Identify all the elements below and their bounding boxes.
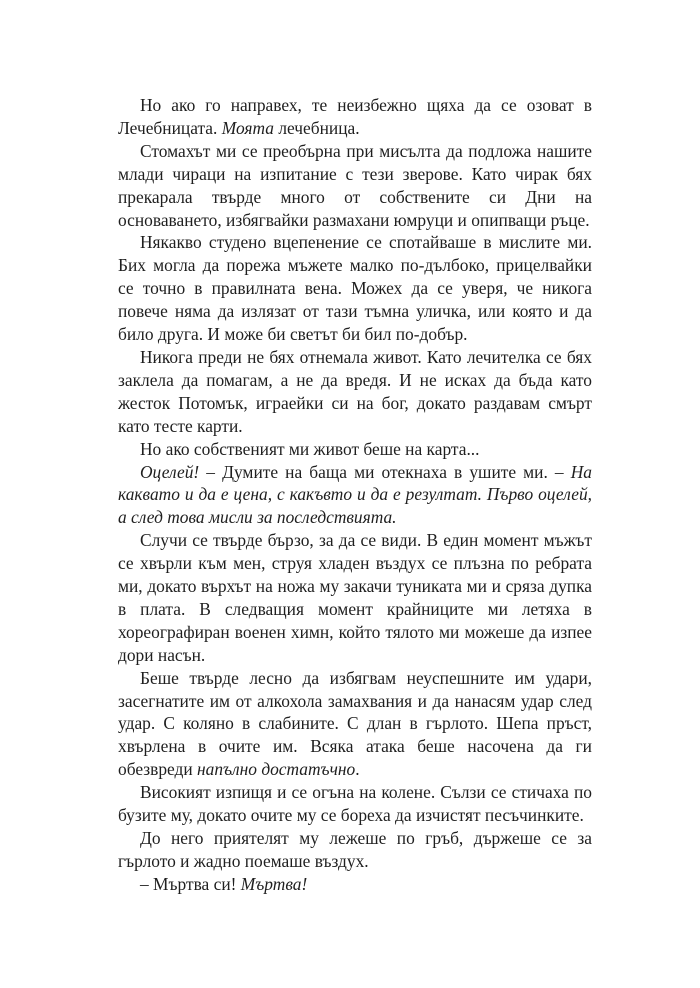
text-run: – Думите на баща ми отекнаха в ушите ми. –	[199, 461, 571, 482]
text-run: Случи се твърде бързо, за да се види. В един момент мъжът се хвърли към мен, струя хладен въздух се плъзна по ребрата ми, докато върхът на ножа му закачи туниката ми и сряза дупка в плата. В следващия момент крайниците ми летяха в хореографиран военен химн, който тялото ми можеше да изпее дори насън.	[118, 530, 592, 665]
paragraph	[118, 346, 592, 438]
text-run: Някакво студено вцепенение се спотайваше в мислите ми. Бих могла да порежа мъжете малко по-дълбоко, прицелвайки се точно в правилната вена. Можех да се уверя, че никога повече няма да излязат от тази тъмна уличка, или която и да било друга. И може би светът би бил по-добър.	[118, 232, 592, 345]
text-run: .	[355, 759, 360, 780]
paragraph	[118, 94, 592, 140]
text-run: Стомахът ми се преобърна при мисълта да подложа нашите млади чираци на изпитание с тези зверове. Като чирак бях прекарала твърде много от собствените си Дни на основаването, избягвайки размахани юмруци и опипващи ръце.	[118, 140, 592, 230]
text-run: Високият изпищя и се огъна на колене. Сълзи се стичаха по бузите му, докато очите му се бореха да изчистят песъчинките.	[118, 782, 592, 826]
paragraph	[118, 529, 592, 666]
paragraph	[118, 438, 592, 461]
text-run: – Мъртва си!	[140, 873, 241, 894]
paragraph	[118, 231, 592, 346]
italic-text: На каквато и да е цена, с какъвто и да е резултат. Първо оцелей, а след това мисли за последствията.	[118, 461, 592, 528]
italic-text: Мъртва!	[240, 873, 308, 894]
text-run: Но ако собственият ми живот беше на карта...	[140, 438, 480, 459]
text-run: Беше твърде лесно да избягвам неуспешните им удари, засегнатите им от алкохола замахвания и да нанасям удар след удар. С коляно в слабините. С длан в гърлото. Шепа пръст, хвърлена в очите им. Всяка атака беше насочена да ги обезвреди	[118, 667, 592, 780]
body-text	[118, 94, 592, 896]
paragraph	[118, 667, 592, 782]
paragraph	[118, 781, 592, 827]
italic-text: Оцелей!	[140, 461, 200, 482]
italic-text: напълно достатъчно	[197, 759, 356, 780]
text-run: Никога преди не бях отнемала живот. Като лечителка се бях заклела да помагам, а не да вредя. И не исках да бъда като жесток Потомък, играейки си на бог, докато раздавам смърт като тесте карти.	[118, 346, 592, 436]
paragraph	[118, 873, 592, 896]
paragraph	[118, 140, 592, 232]
italic-text: Моята	[221, 117, 274, 138]
text-run: лечебница.	[273, 117, 360, 138]
paragraph	[118, 461, 592, 530]
paragraph	[118, 827, 592, 873]
text-run: До него приятелят му лежеше по гръб, държеше се за гърлото и жадно поемаше въздух.	[118, 828, 592, 871]
text-run: Но ако го направех, те неизбежно щяха да се озоват в Лечебницата.	[118, 95, 592, 138]
